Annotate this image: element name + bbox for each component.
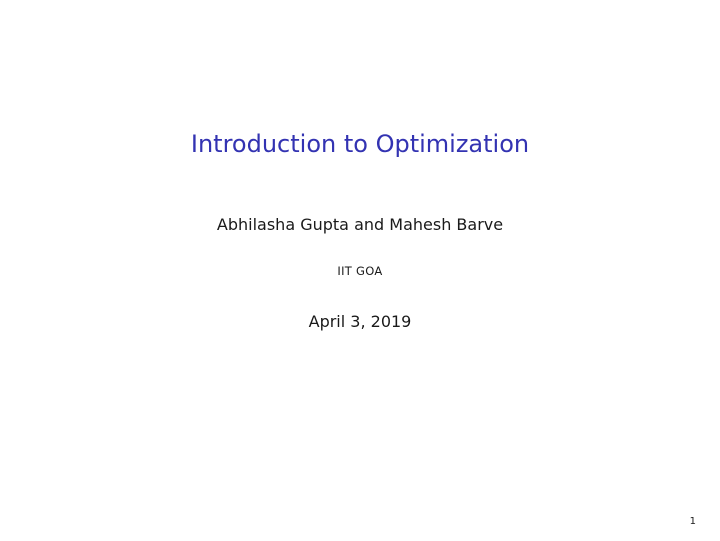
institute: IIT GOA — [337, 264, 383, 278]
authors: Abhilasha Gupta and Mahesh Barve — [216, 215, 504, 234]
page-number: 1 — [689, 516, 696, 527]
presentation-date: April 3, 2019 — [308, 312, 412, 331]
slide-title: Introduction to Optimization — [190, 130, 530, 158]
